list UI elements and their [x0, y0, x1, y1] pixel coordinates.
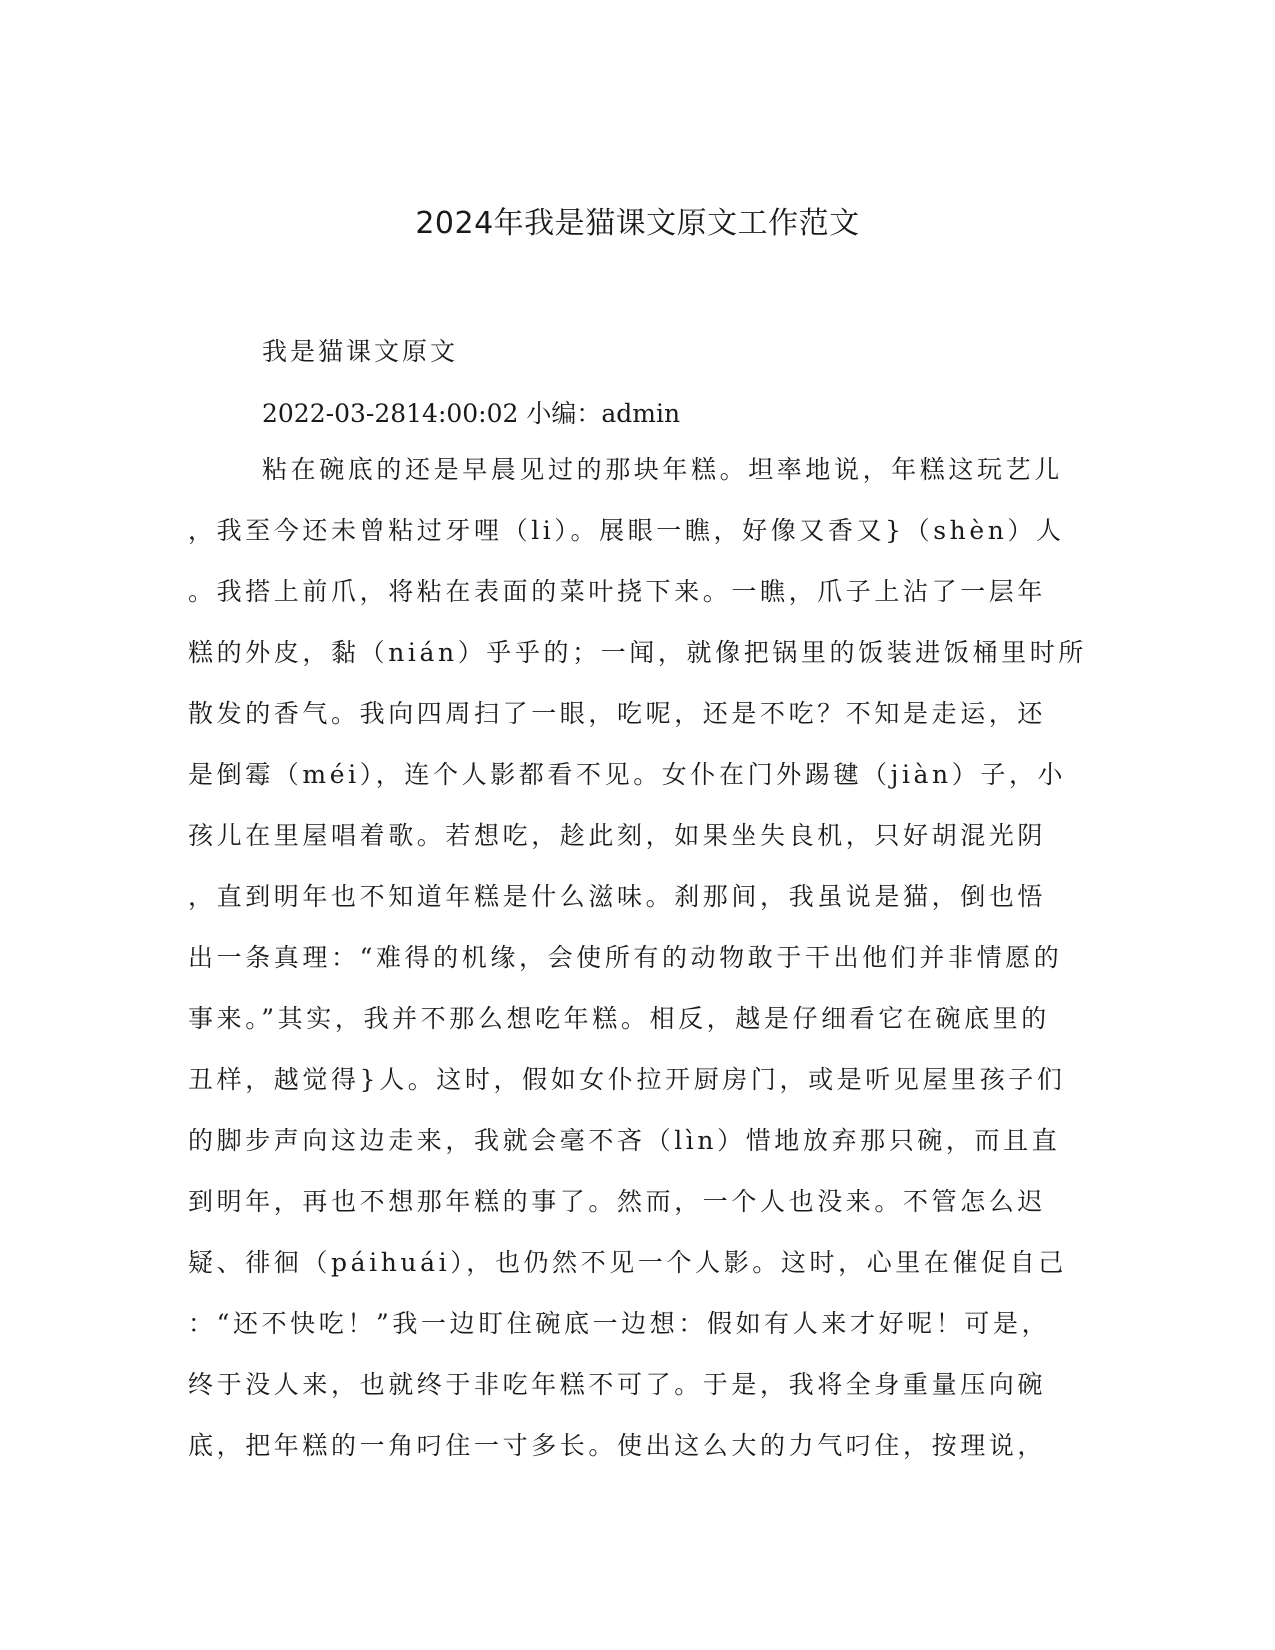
document-title: 2024年我是猫课文原文工作范文 [415, 206, 860, 241]
article-meta: 2022-03-2814:00:02 小编：admin [262, 399, 681, 428]
body-line: 是倒霉（méi），连个人影都看不见。女仆在门外踢毽（jiàn）子，小 [188, 760, 1067, 789]
body-line: 的脚步声向这边走来，我就会毫不吝（lìn）惜地放弃那只碗，而且直 [188, 1126, 1061, 1155]
article-body [188, 452, 1088, 1489]
body-line: ，我至今还未曾粘过牙哩（li）。展眼一瞧，好像又香又}（shèn）人 [188, 516, 1065, 545]
body-line: ，直到明年也不知道年糕是什么滋味。刹那间，我虽说是猫，倒也悟 [188, 882, 1047, 911]
body-line: ：“还不快吃！”我一边盯住碗底一边想：假如有人来才好呢！可是， [188, 1309, 1051, 1338]
body-line: 底，把年糕的一角叼住一寸多长。使出这么大的力气叼住，按理说， [188, 1431, 1047, 1460]
body-line: 。我搭上前爪，将粘在表面的菜叶挠下来。一瞧，爪子上沾了一层年 [188, 577, 1047, 606]
article-subtitle: 我是猫课文原文 [262, 337, 459, 366]
body-line: 出一条真理：“难得的机缘，会使所有的动物敢于干出他们并非情愿的 [188, 943, 1063, 972]
body-line: 事来。”其实，我并不那么想吃年糕。相反，越是仔细看它在碗底里的 [188, 1004, 1050, 1033]
body-line: 孩儿在里屋唱着歌。若想吃，趁此刻，如果坐失良机，只好胡混光阴 [188, 821, 1047, 850]
body-line: 到明年，再也不想那年糕的事了。然而，一个人也没来。不管怎么迟 [188, 1187, 1047, 1216]
body-line: 丑样，越觉得}人。这时，假如女仆拉开厨房门，或是听见屋里孩子们 [188, 1065, 1066, 1094]
body-line: 粘在碗底的还是早晨见过的那块年糕。坦率地说，年糕这玩艺儿 [262, 455, 1063, 484]
body-line: 疑、徘徊（páihuái），也仍然不见一个人影。这时，心里在催促自己 [188, 1248, 1067, 1277]
body-line: 糕的外皮，黏（nián）乎乎的；一闻，就像把锅里的饭装进饭桶里时所 [188, 638, 1087, 667]
body-line: 散发的香气。我向四周扫了一眼，吃呢，还是不吃？不知是走运，还 [188, 699, 1047, 728]
body-line: 终于没人来，也就终于非吃年糕不可了。于是，我将全身重量压向碗 [188, 1370, 1047, 1399]
